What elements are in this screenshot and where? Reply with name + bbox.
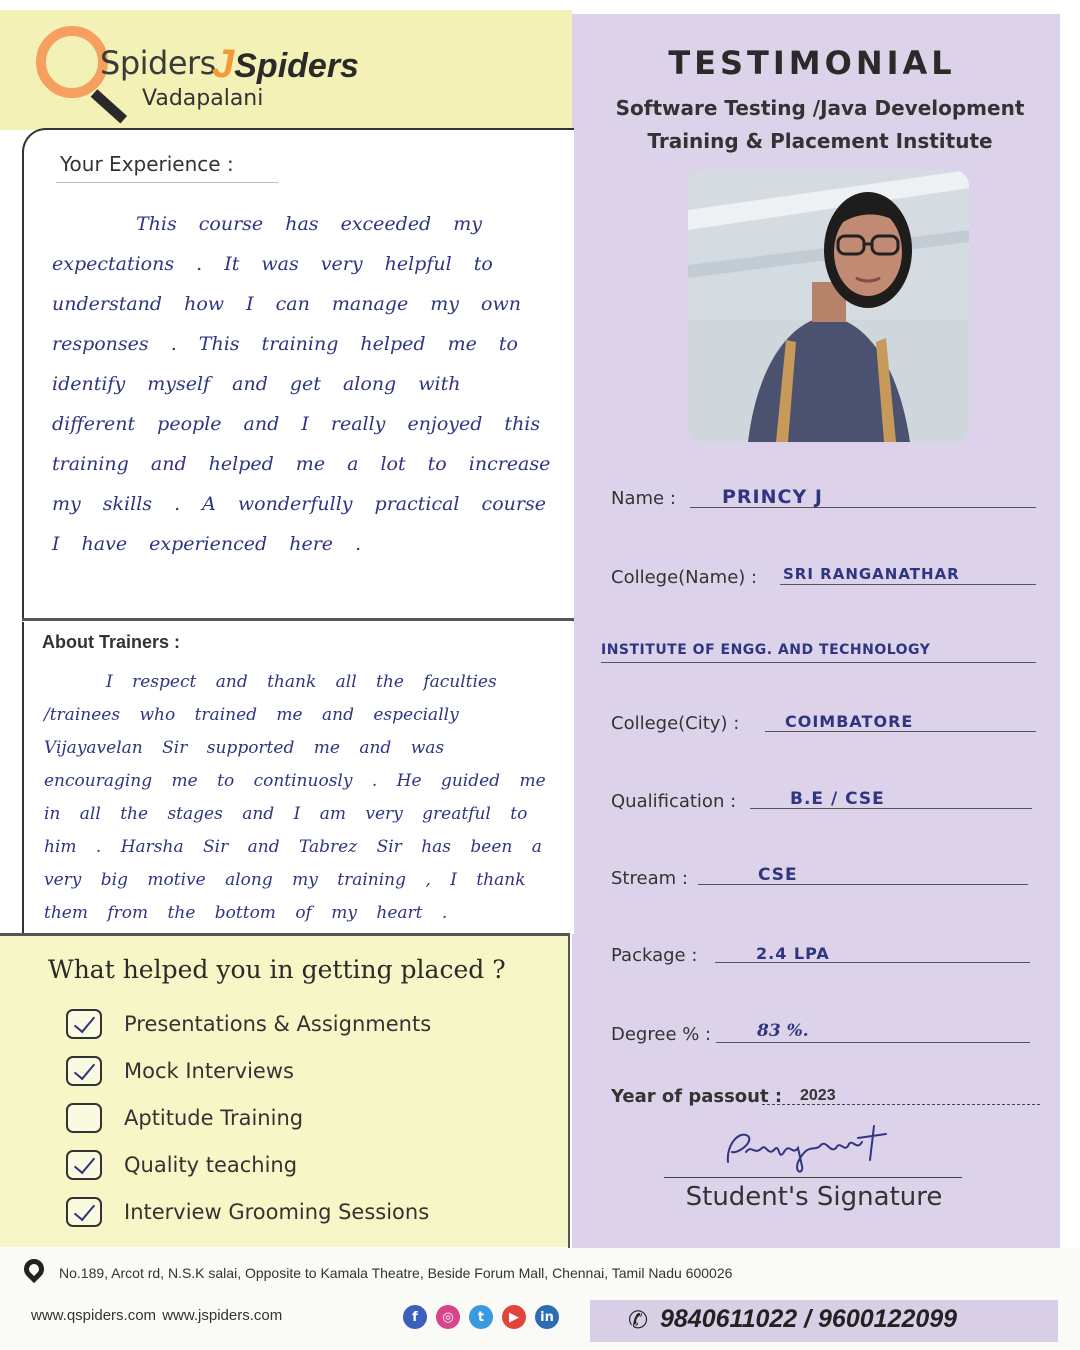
name-label: Name :: [611, 488, 676, 509]
checklist-label: Presentations & Assignments: [124, 1011, 432, 1036]
q-logo-icon: [36, 26, 108, 98]
qualification-label: Qualification :: [611, 791, 737, 812]
instagram-icon[interactable]: ◎: [436, 1305, 460, 1329]
experience-text: This course has exceeded my expectations . It was very helpful to understand how I can manage my own responses . This training helped me to identify myself and get along with different people and I really enjoyed this training and helped me a lot to increase my skills . A wonderfully practical course I have experienced here .: [52, 213, 551, 555]
checklist-item[interactable]: [66, 1141, 431, 1188]
checkbox[interactable]: [66, 1150, 102, 1180]
footer-address: No.189, Arcot rd, N.S.K salai, Opposite to Kamala Theatre, Beside Forum Mall, Chennai, Tamil Nadu 600026: [59, 1265, 733, 1281]
branch-name: Vadapalani: [142, 86, 264, 111]
experience-heading-rule: [56, 182, 278, 183]
college-name-line-2: [601, 662, 1036, 663]
checklist-item[interactable]: [66, 1094, 431, 1141]
checkbox[interactable]: [66, 1197, 102, 1227]
section-divider: [0, 933, 570, 936]
checklist-label: Quality teaching: [124, 1152, 298, 1177]
q-logo-tail-icon: [91, 89, 127, 123]
experience-section: [22, 128, 574, 620]
experience-heading: Your Experience :: [60, 152, 234, 176]
checklist-label: Aptitude Training: [124, 1105, 304, 1130]
trainers-heading: About Trainers :: [42, 632, 181, 652]
page-subtitle: [580, 92, 1060, 158]
package-label: Package :: [611, 945, 698, 966]
qspiders-wordmark: Spiders: [100, 44, 216, 82]
trainers-section: [22, 622, 574, 934]
passout-value: 2023: [800, 1087, 836, 1104]
checklist-label: Mock Interviews: [124, 1058, 294, 1083]
jspiders-j: J: [212, 42, 235, 86]
trainers-text: I respect and thank all the faculties /trainees who trained me and especially Vijayavelan Sir supported me and was encouraging me to continuosly . He guided me in all the stages and I am very greatful to him . Harsha Sir and Tabrez Sir has been a very big motive along my training , I thank them from the bottom of my heart .: [44, 672, 546, 923]
column-divider: [568, 935, 570, 1248]
phone-icon: ✆: [628, 1307, 649, 1334]
linkedin-icon[interactable]: in: [535, 1305, 559, 1329]
college-name-value-2: INSTITUTE OF ENGG. AND TECHNOLOGY: [601, 642, 931, 658]
jspiders-text: Spiders: [234, 47, 359, 85]
checkbox[interactable]: [66, 1009, 102, 1039]
checkbox[interactable]: [66, 1103, 102, 1133]
page-title: TESTIMONIAL: [668, 44, 956, 82]
facebook-icon[interactable]: f: [403, 1305, 427, 1329]
stream-line: [698, 884, 1028, 885]
passout-label: Year of passout :: [611, 1086, 783, 1107]
jspiders-wordmark: [212, 42, 359, 87]
footer-phone[interactable]: 9840611022 / 9600122099: [660, 1305, 958, 1333]
signature-image: [718, 1122, 893, 1178]
stream-label: Stream :: [611, 868, 688, 889]
package-value: 2.4 LPA: [756, 944, 830, 963]
student-photo: [688, 170, 969, 442]
qualification-value: B.E / CSE: [790, 789, 885, 809]
placement-heading: What helped you in getting placed ?: [48, 955, 506, 984]
social-icons: [403, 1305, 559, 1329]
twitter-icon[interactable]: t: [469, 1305, 493, 1329]
student-photo-illustration: [688, 170, 969, 442]
checklist-label: Interview Grooming Sessions: [124, 1199, 430, 1224]
college-name-label: College(Name) :: [611, 567, 758, 588]
checkbox[interactable]: [66, 1056, 102, 1086]
name-value: PRINCY J: [722, 486, 823, 508]
college-name-line: [780, 584, 1036, 585]
checklist-item[interactable]: [66, 1047, 431, 1094]
college-name-value: SRI RANGANATHAR: [783, 565, 960, 583]
college-city-label: College(City) :: [611, 713, 740, 734]
signature-line: [664, 1177, 962, 1178]
footer-websites[interactable]: www.qspiders.com www.jspiders.com: [31, 1307, 283, 1324]
brand-logo: [30, 22, 390, 122]
checklist-item[interactable]: [66, 1000, 431, 1047]
youtube-icon[interactable]: ▶: [502, 1305, 526, 1329]
placement-checklist: [66, 1000, 431, 1235]
subtitle-line-1: Software Testing /Java Development: [615, 96, 1025, 120]
checklist-item[interactable]: [66, 1188, 431, 1235]
college-city-value: COIMBATORE: [785, 712, 914, 731]
college-city-line: [765, 731, 1036, 732]
subtitle-line-2: Training & Placement Institute: [647, 129, 993, 153]
signature-label: Student's Signature: [685, 1182, 943, 1212]
degree-line: [716, 1042, 1030, 1043]
degree-value: 83 %.: [757, 1021, 809, 1041]
degree-label: Degree % :: [611, 1024, 712, 1045]
stream-value: CSE: [758, 865, 798, 885]
section-divider: [22, 618, 574, 621]
